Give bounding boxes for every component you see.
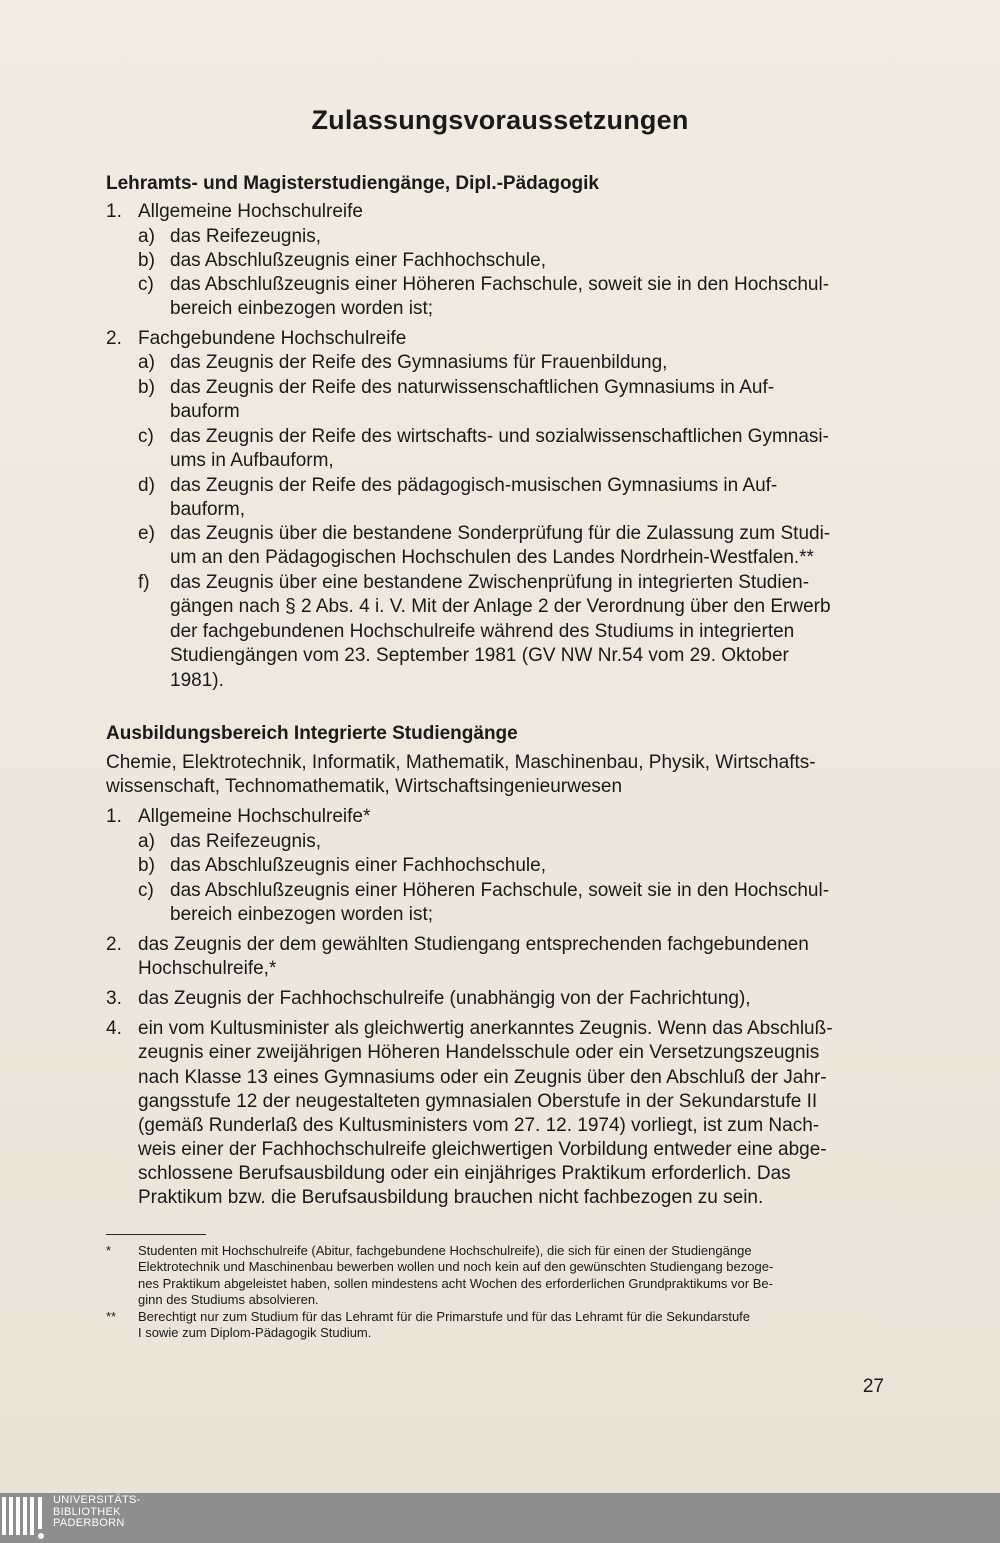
footnote-divider <box>106 1234 206 1235</box>
list-number: 1. <box>106 806 122 827</box>
section-heading-lehramt: Lehramts- und Magisterstudiengänge, Dipl.-Pädagogik <box>106 173 599 194</box>
page-title: Zulassungsvoraussetzungen <box>311 105 689 135</box>
document-page: Zulassungsvoraussetzungen Lehramts- und Magisterstudiengänge, Dipl.-Pädagogik 1. Allgemeine Hochschulreife a) das Reifezeugnis, b) das Abschlußzeugnis einer Fachhochschule, c) das Abschlußzeugnis einer Höheren Fachschule, soweit sie in den Hochschul- bereich einbezogen worden ist; 2. Fachgebundene Hochschulreife a) das Zeugnis der Reife des Gymnasiums für Frauenbildung, b) das Zeugnis der Reife des naturwissenschaftlichen Gymnasiums in Auf- bauform c) das Zeugnis der Reife des wirtschafts- und sozialwissenschaftlichen Gymnasi- ums in Aufbauform, d) das Zeugnis der Reife des pädagogisch-musischen Gymnasiums in Auf- bauform, e) das Zeugnis über die bestandene Sonderprüfung für die Zulassung zum Studi- um an den Pädagogischen Hochschulen des Landes Nordrhein-Westfalen.** f) das Zeugnis über eine bestandene Zwischenprüfung in integrierten Studien- gängen nach § 2 Abs. 4 i. V. Mit der Anlage 2 der Verordnung über den Erwerb der fachgebundenen Hochschulreife während des Studiums in integrierten Studiengängen vom 23. September 1981 (GV NW Nr.54 vom 29. Oktober 1981). Ausbildungsbereich Integrierte Studiengänge Chemie, Elektrotechnik, Informatik, Mathematik, Maschinenbau, Physik, Wirtschafts- wissenschaft, Technomathematik, Wirtschaftsingenieurwesen 1. Allgemeine Hochschulreife* a) das Reifezeugnis, b) das Abschlußzeugnis einer Fachhochschule, c) das Abschlußzeugnis einer Höheren Fachschule, soweit sie in den Hochschul- bereich einbezogen worden ist; 2. das Zeugnis der dem gewählten Studiengang entsprechenden fachgebundenen Hochschulreife,* 3. das Zeugnis der Fachhochschulreife (unabhängig von der Fachrichtung), 4. ein vom Kultusminister als gleichwertig anerkanntes Zeugnis. Wenn das Abschluß- zeugnis einer zweijährigen Höheren Handelsschule oder ein Versetzungszeugnis nach Klasse 13 eines Gymnasiums oder ein Zeugnis über den Abschluß der Jahr- gangsstufe 12 der neugestalteten gymnasialen Oberstufe in der Sekundarstufe II (gemäß Runderlaß des Kultusministers vom 27. 12. 1974) vorliegt, ist zum Nach- weis einer der Fachhochschulreife gleichwertigen Vorbildung entweder eine abge- schlossene Berufsausbildung oder ein einjähriges Praktikum erforderlich. Das Praktikum bzw. die Berufsausbildung brauchen nicht fachbezogen zu sein. * Studenten mit Hochschulreife (Abitur, fachgebundene Hochschulreife), die sich für einen der Studiengänge Elektrotechnik und Maschinenbau bewerben wollen und noch kein auf den gewünschten Studiengang bezoge- nes Praktikum abgeleistet haben, sollen mindestens acht Wochen des erforderlichen Grundpraktikums vor Be- ginn des Studiums absolvieren. ** Berechtigt nur zum Studium für das Lehramt für die Primarstufe und für das Lehramt für die Sekundarstufe I sowie zum Diplom-Pädagogik Studium. 27 <box>0 0 1000 1493</box>
list-number: 3. <box>106 988 122 1009</box>
list-label: Allgemeine Hochschulreife <box>138 201 363 222</box>
library-footer-bar <box>0 1493 1000 1543</box>
footnote-continuation: Elektrotechnik und Maschinenbau bewerben wollen und noch kein auf den gewünschten Studiengang bezoge- <box>138 1259 774 1274</box>
footnote: * Studenten mit Hochschulreife (Abitur, fachgebundene Hochschulreife), die sich für einen der Studiengänge <box>106 1243 752 1258</box>
footnote-marker: * <box>106 1243 112 1258</box>
footnote-continuation: ginn des Studiums absolvieren. <box>138 1292 319 1307</box>
library-logo-dot-icon <box>38 1533 44 1539</box>
footnote-marker: ** <box>106 1309 117 1324</box>
page-number: 27 <box>862 1376 884 1397</box>
section-heading-integrierte: Ausbildungsbereich Integrierte Studiengänge <box>106 723 518 744</box>
list-number: 4. <box>106 1018 122 1039</box>
footnote-continuation: nes Praktikum abgeleistet haben, sollen mindestens acht Wochen des erforderlichen Grundpraktikums vor Be- <box>138 1276 773 1291</box>
list-label: Fachgebundene Hochschulreife <box>138 328 407 349</box>
list-number: 2. <box>106 328 122 349</box>
footnote: ** Berechtigt nur zum Studium für das Lehramt für die Primarstufe und für das Lehramt für die Sekundarstufe <box>106 1309 751 1324</box>
footnote-continuation: I sowie zum Diplom-Pädagogik Studium. <box>138 1325 372 1340</box>
list-label: Allgemeine Hochschulreife* <box>138 806 371 827</box>
list-number: 2. <box>106 934 122 955</box>
library-logo-text: UNIVERSITÄTS- BIBLIOTHEK PADERBORN <box>53 1494 141 1529</box>
list-number: 1. <box>106 201 122 222</box>
